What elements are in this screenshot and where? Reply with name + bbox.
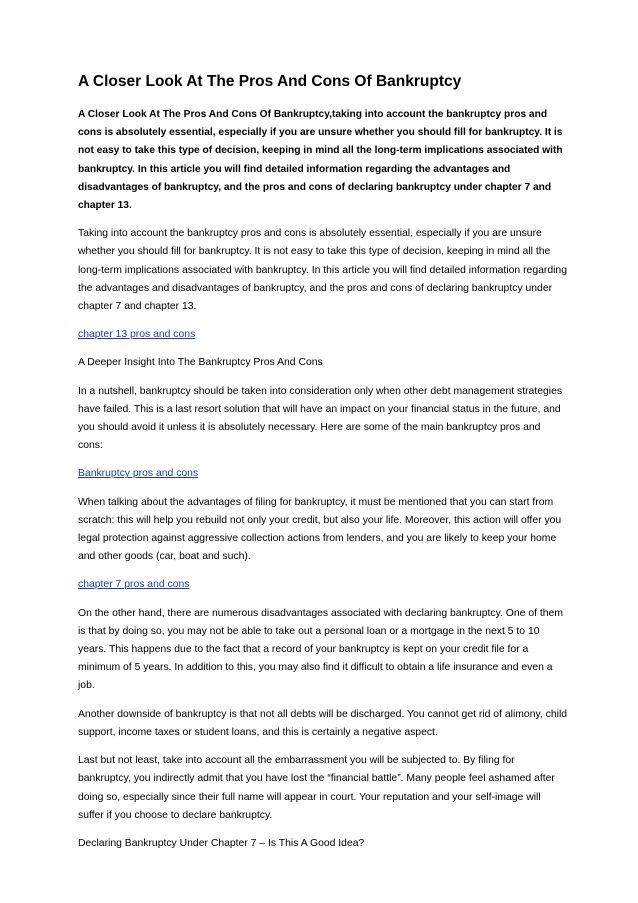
chapter-7-link[interactable]: chapter 7 pros and cons [78,579,190,591]
chapter-13-link[interactable]: chapter 13 pros and cons [78,329,196,341]
body-paragraph-6: Last but not least, take into account all the embarrassment you will be subjected to. By filing for bankruptcy, you indirectly admit that you have lost the “financial battle”. Many people feel ashamed after doing so, especially since their full name will appear in court. Your reputation and your self-image will suffer if you choose to declare bankruptcy. [78,755,555,821]
body-paragraph-5: Another downside of bankruptcy is that not all debts will be discharged. You cannot get rid of alimony, child support, income taxes or student loans, and this is certainly a negative aspect. [78,708,568,738]
link-row-1 [78,326,568,344]
body-paragraph-2: In a nutshell, bankruptcy should be taken into consideration only when other debt management strategies have failed. This is a last resort solution that will have an impact on your financial status in the future, and you should avoid it unless it is absolutely necessary. Here are some of the main bankruptcy pros and cons: [78,385,563,452]
bankruptcy-pros-cons-link[interactable]: Bankruptcy pros and cons [78,468,199,480]
subheading-2: Declaring Bankruptcy Under Chapter 7 – Is This A Good Idea? [78,837,365,849]
link-row-3 [78,576,568,594]
body-paragraph-1: Taking into account the bankruptcy pros and cons is absolutely essential, especially if you are unsure whether you should fill for bankruptcy. It is not easy to take this type of decision, keeping in mind all the long-term implications associated with bankruptcy. In this article you will find detailed information regarding the advantages and disadvantages of bankruptcy, and the pros and cons of declaring bankruptcy under chapter 7 and chapter 13. [78,228,567,313]
link-row-2 [78,465,568,483]
subheading-1: A Deeper Insight Into The Bankruptcy Pros And Cons [78,357,323,369]
page-title: A Closer Look At The Pros And Cons Of Bankruptcy [78,73,462,90]
body-paragraph-4: On the other hand, there are numerous disadvantages associated with declaring bankruptcy. One of them is that by doing so, you may not be able to take out a personal loan or a mortgage in the next 5 to 10 years. This happens due to the fact that a record of your bankruptcy is kept on your credit file for a minimum of 5 years. In addition to this, you may also find it difficult to obtain a life insurance and even a job. [78,607,563,692]
body-paragraph-3: When talking about the advantages of filing for bankruptcy, it must be mentioned that you can start from scratch: this will help you rebuild not only your credit, but also your life. Moreover, this action will offer you legal protection against aggressive collection actions from lenders, and you are likely to keep your home and other goods (car, boat and such). [78,496,562,563]
document-page [78,72,568,863]
intro-paragraph: A Closer Look At The Pros And Cons Of Bankruptcy,taking into account the bankruptcy pros and cons is absolutely essential, especially if you are unsure whether you should fill for bankruptcy. It is not easy to take this type of decision, keeping in mind all the long-term implications associated with bankruptcy. In this article you will find detailed information regarding the advantages and disadvantages of bankruptcy, and the pros and cons of declaring bankruptcy under chapter 7 and chapter 13. [78,109,563,212]
